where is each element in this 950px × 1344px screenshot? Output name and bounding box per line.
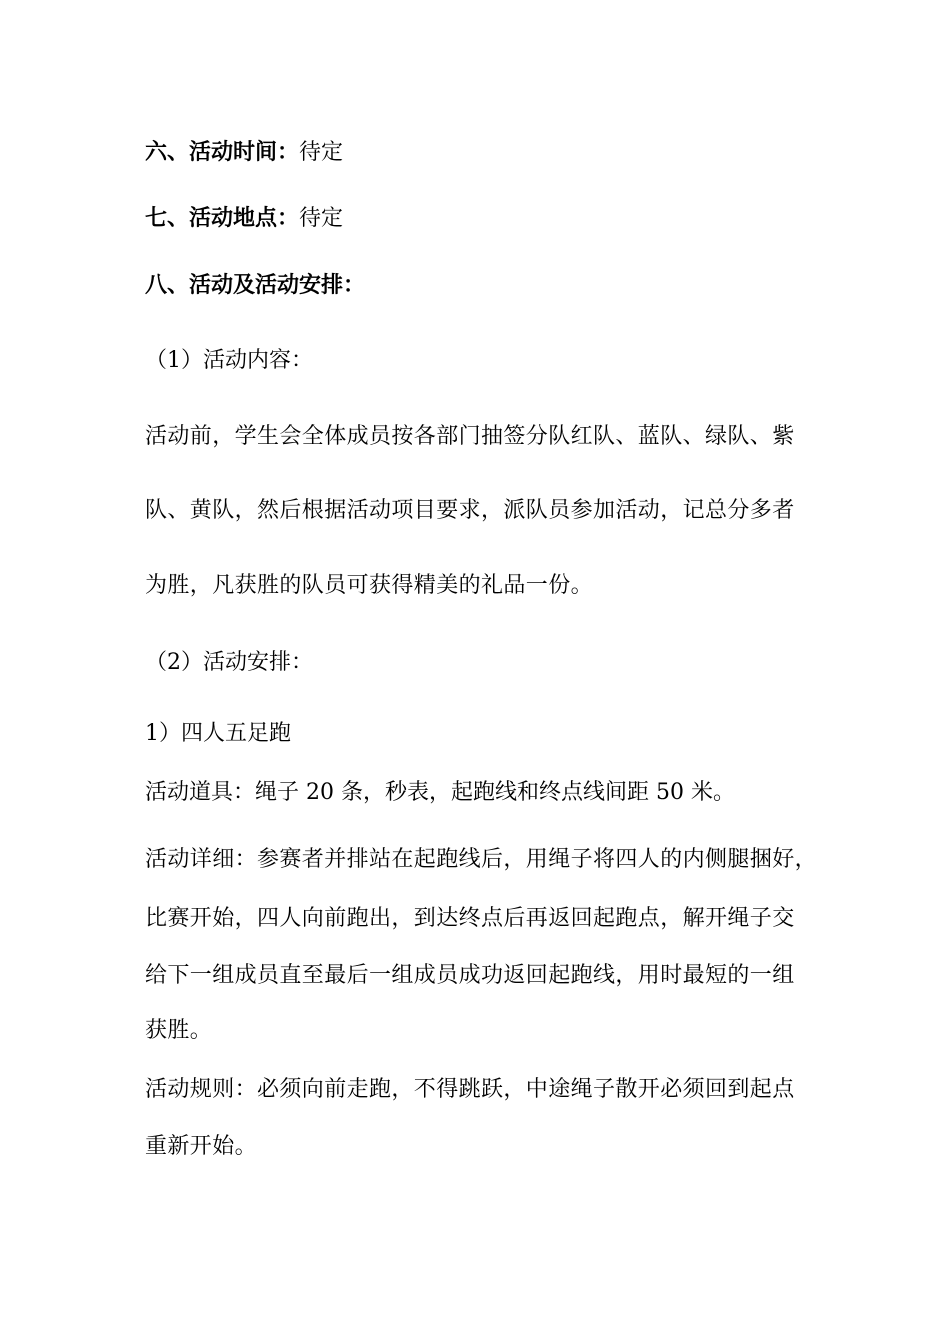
item-rules-line: 重新开始。 bbox=[145, 1134, 258, 1159]
item-detail-line: 给下一组成员直至最后一组成员成功返回起跑线，用时最短的一组 bbox=[145, 963, 795, 988]
item-detail-line: 活动详细：参赛者并排站在起跑线后，用绳子将四人的内侧腿捆好， bbox=[145, 847, 818, 872]
content-line: 为胜，凡获胜的队员可获得精美的礼品一份。 bbox=[145, 573, 594, 598]
item-detail-line: 获胜。 bbox=[145, 1018, 213, 1043]
item-title: 1）四人五足跑 bbox=[145, 721, 291, 746]
section-label: 六、活动时间： bbox=[145, 139, 300, 165]
item-rules-line: 活动规则：必须向前走跑，不得跳跃，中途绳子散开必须回到起点 bbox=[145, 1077, 795, 1102]
section-value: 待定 bbox=[299, 206, 344, 231]
section-activity-arrangement bbox=[145, 270, 365, 301]
item-detail-line: 比赛开始，四人向前跑出，到达终点后再返回起跑点，解开绳子交 bbox=[145, 906, 795, 931]
section-activity-location bbox=[145, 203, 343, 234]
section-label: 七、活动地点： bbox=[145, 205, 300, 231]
section-label: 八、活动及活动安排： bbox=[145, 272, 366, 298]
content-heading: （1）活动内容： bbox=[145, 348, 313, 373]
arrangement-heading: （2）活动安排： bbox=[145, 650, 313, 675]
item-props: 活动道具：绳子 20 条，秒表，起跑线和终点线间距 50 米。 bbox=[145, 780, 735, 805]
content-line: 活动前，学生会全体成员按各部门抽签分队红队、蓝队、绿队、紫 bbox=[145, 424, 795, 449]
section-value: 待定 bbox=[299, 140, 344, 165]
section-activity-time bbox=[145, 137, 343, 168]
content-line: 队、黄队，然后根据活动项目要求，派队员参加活动，记总分多者 bbox=[145, 498, 795, 523]
